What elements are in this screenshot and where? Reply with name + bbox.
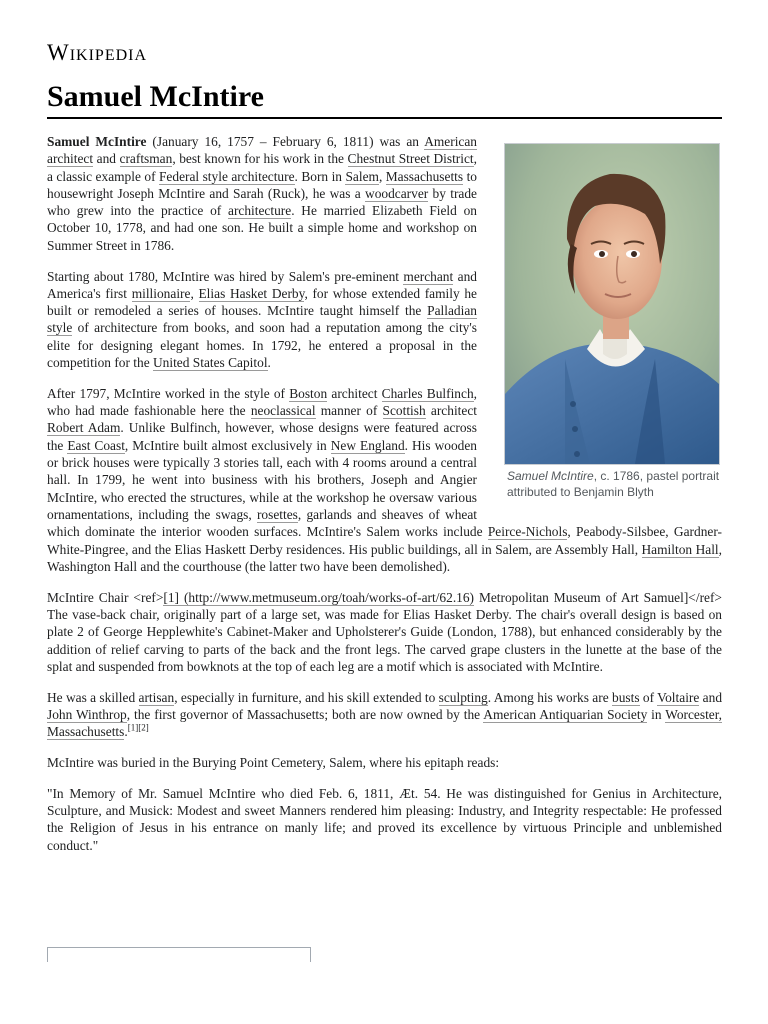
link-millionaire[interactable]: millionaire xyxy=(131,285,191,301)
link-woodcarver[interactable]: woodcarver xyxy=(365,185,429,201)
epitaph-paragraph: "In Memory of Mr. Samuel McIntire who died Feb. 6, 1811, Æt. 54. He was distinguished for Genius in Architecture, Sculpture, and Musick: Modest and sweet Manners rendered him pleasing: Industry, and Integrity respectable: He professed the Religion of Jesus in his entrance on manly life; and proved its excellence by virtuous Principle and unblemished conduct." xyxy=(47,785,722,853)
link-american[interactable]: American xyxy=(424,134,477,149)
link-hamilton-hall[interactable]: Hamilton Hall xyxy=(641,541,719,557)
link-american-antiquarian-society[interactable]: American Antiquarian Society xyxy=(483,706,648,722)
link-boston[interactable]: Boston xyxy=(289,385,328,401)
paragraph-2: Starting about 1780, McIntire was hired by Salem's pre-eminent merchant and America's first millionaire, Elias Hasket Derby, for whose extended family he built or remodeled a series of houses. McIntire taught himself the Palladian style of architecture from books, and soon had a reputation among the city's elite for designing elegant homes. In 1792, he entered a proposal in the competition for the United States Capitol. xyxy=(47,268,477,371)
page-title: Samuel McIntire xyxy=(47,80,264,113)
link-scottish[interactable]: Scottish xyxy=(382,403,426,419)
link-robert-adam[interactable]: Robert Adam xyxy=(47,420,121,436)
wikipedia-logo[interactable]: Wikipedia xyxy=(47,40,148,65)
link-rosettes[interactable]: rosettes xyxy=(256,506,298,522)
link-charles-bulfinch[interactable]: Charles Bulfinch xyxy=(381,385,474,401)
portrait-image[interactable] xyxy=(504,143,720,465)
citation-refs[interactable]: [1][2] xyxy=(127,722,149,733)
caption-text: , c. 1786, pastel portrait attributed to Benjamin Blyth xyxy=(507,469,720,499)
link-merchant[interactable]: merchant xyxy=(403,268,454,284)
link-architect[interactable]: architect xyxy=(47,151,94,167)
link-busts[interactable]: busts xyxy=(612,689,640,705)
link-united-states-capitol[interactable]: United States Capitol xyxy=(152,355,268,371)
link-east-coast[interactable]: East Coast xyxy=(67,437,125,453)
link-palladian-style[interactable]: Palladian style xyxy=(47,303,477,336)
paragraph-4: McIntire Chair <ref>[1] (http://www.metmuseum.org/toah/works-of-art/62.16) Metropolitan Museum of Art Samuel]</ref> The vase-back chair, originally part of a large set, was made for Elias Hasket Derby. The chair's overall design is based on plate 2 of George Hepplewhite's Cabinet-Maker and Upholsterer's Guide (London, 1788), but enhanced considerably by the addition of relief carving to parts of the back and the front legs. The carved grape clusters in the lunette at the base of the splat and suspended from bowknots at the top of each leg are a motif which is associated with McIntire. xyxy=(47,589,722,674)
link-john-winthrop[interactable]: John Winthrop xyxy=(47,706,127,722)
title-divider xyxy=(47,117,722,119)
paragraph-3: After 1797, McIntire worked in the style of Boston architect Charles Bulfinch, who had made fashionable here the neoclassical manner of Scottish architect Robert Adam. Unlike Bulfinch, however, whose designs were featured across the East Coast, McIntire built almost exclusively in New England. His wooden or brick houses were typically 3 stories tall, each with 4 rooms around a central hall. In 1799, he went into business with his brothers, Joseph and Angier McIntire, who erected the structures, while at the workshop he oversaw various ornamentations, including the swags, rosettes, garlands and sheaves of wheat which dominate the interior wooden surfaces. McIntire's Salem works include Peirce-Nichols, Peabody-Silsbee, Gardner-White-Pingree, and the Elias Haskett Derby residences. His public buildings, all in Salem, are Assembly Hall, Hamilton Hall, Washington Hall and the courthouse (the latter two have been demolished). xyxy=(47,385,722,574)
bottom-panel xyxy=(47,947,311,962)
paragraph-1: Samuel McIntire (January 16, 1757 – February 6, 1811) was an American architect and craftsman, best known for his work in the Chestnut Street District, a classic example of Federal style architecture. Born in Salem, Massachusetts to housewright Joseph McIntire and Sarah (Ruck), he was a woodcarver by trade who grew into the practice of architecture. He married Elizabeth Field on October 10, 1778, and had one son. He built a simple home and workshop on Summer Street in 1786. xyxy=(47,134,477,253)
paragraph-6: McIntire was buried in the Burying Point Cemetery, Salem, where his epitaph reads: xyxy=(47,755,500,770)
link-elias-hasket-derby[interactable]: Elias Hasket Derby xyxy=(198,285,305,301)
caption-subject: Samuel McIntire xyxy=(507,469,594,483)
figure-caption xyxy=(504,465,724,500)
lead-name: Samuel McIntire xyxy=(47,134,147,149)
link-craftsman[interactable]: craftsman xyxy=(119,151,173,167)
link-massachusetts[interactable]: Massachusetts xyxy=(385,168,464,184)
infobox-figure xyxy=(504,143,724,500)
link-sculpting[interactable]: sculpting xyxy=(438,689,488,705)
link-worcester-massachusetts[interactable]: Worcester, Massachusetts xyxy=(47,706,723,740)
link-salem[interactable]: Salem xyxy=(345,168,379,184)
link-ref-metmuseum[interactable]: [1] (http://www.metmuseum.org/toah/works-of-art/62.16) xyxy=(163,589,475,605)
link-chestnut-street-district[interactable]: Chestnut Street District xyxy=(347,151,474,167)
link-peirce-nichols[interactable]: Peirce-Nichols xyxy=(487,524,568,540)
link-neoclassical[interactable]: neoclassical xyxy=(250,403,316,419)
article-body xyxy=(47,133,722,867)
paragraph-5: He was a skilled artisan, especially in furniture, and his skill extended to sculpting. Among his works are busts of Voltaire and John Winthrop, the first governor of Massachusetts; both are now owned by the American Antiquarian Society in Worcester, Massachusetts.[1][2] xyxy=(47,689,723,740)
link-voltaire[interactable]: Voltaire xyxy=(657,689,700,705)
link-new-england[interactable]: New England xyxy=(330,437,405,453)
link-artisan[interactable]: artisan xyxy=(138,689,175,705)
link-federal-style-architecture[interactable]: Federal style architecture xyxy=(158,168,295,184)
link-architecture[interactable]: architecture xyxy=(228,203,292,219)
